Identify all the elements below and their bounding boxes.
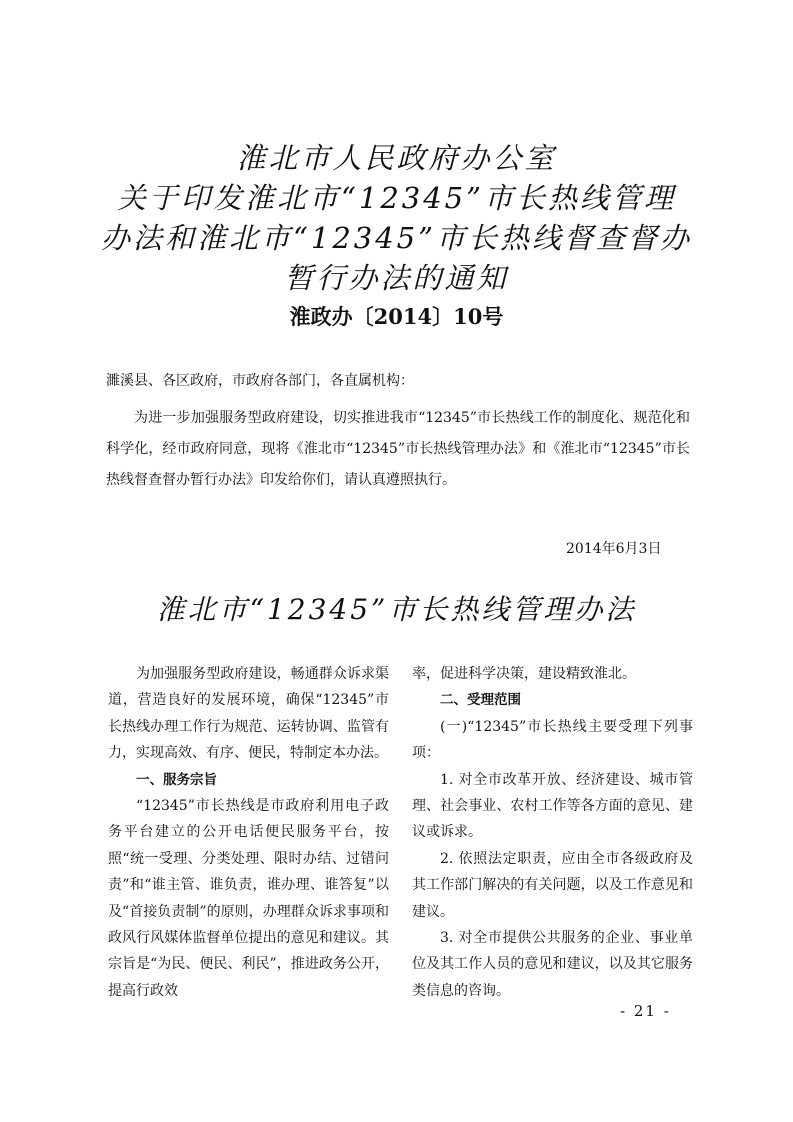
scope-item-1: 1. 对全市改革开放、经济建设、城市管理、社会事业、农村工作等各方面的意见、建议或诉求。 <box>412 771 693 841</box>
scope-item-3: 3. 对全市提供公共服务的企业、事业单位及其工作人员的意见和建议，以及其它服务类信息的咨询。 <box>412 930 693 999</box>
document-number: 淮政办〔2014〕10号 <box>289 304 504 329</box>
left-column <box>108 661 389 1004</box>
notice-date: 2014年6月3日 <box>566 541 662 557</box>
purpose-paragraph-continued: 率，促进科学决策，建设精致淮北。 <box>412 666 636 682</box>
purpose-paragraph: “12345”市长热线是市政府利用电子政务平台建立的公开电话便民服务平台，按照“统一受理、分类处理、限时办结、过错问责”和“谁主管、谁负责，谁办理、谁答复”以及“首接负责制”的原则，办理群众诉求事项和政风行风媒体监督单位提出的意见和建议。其宗旨是“为民、便民、利民”，推进政务公开，提高行政效 <box>108 798 389 999</box>
intro-paragraph: 为加强服务型政府建设，畅通群众诉求渠道，营造良好的发展环境，确保“12345”市长热线办理工作行为规范、运转协调、监管有力，实现高效、有序、便民，特制定本办法。 <box>108 666 389 762</box>
scope-item-2: 2. 依照法定职责，应由全市各级政府及其工作部门解决的有关问题，以及工作意见和建议。 <box>412 850 693 920</box>
notice-title-line-2: 关于印发淮北市“12345”市长热线管理 <box>117 181 676 215</box>
page-number: - 21 - <box>620 1002 671 1020</box>
section-heading-scope: 二、受理范围 <box>440 692 521 709</box>
article-title: 淮北市“12345”市长热线管理办法 <box>156 593 637 626</box>
scope-subheading: (一)“12345”市长热线主要受理下列事项： <box>412 718 693 762</box>
notice-title-line-3: 办法和淮北市“12345”市长热线督查督办 <box>101 221 692 255</box>
notice-title-line-1: 淮北市人民政府办公室 <box>236 141 557 175</box>
section-heading-purpose: 一、服务宗旨 <box>136 771 217 788</box>
notice-title-line-4: 暂行办法的通知 <box>284 261 509 295</box>
right-column <box>412 661 693 1004</box>
notice-title-block <box>0 138 793 332</box>
salutation: 濉溪县、各区政府，市政府各部门，各直属机构： <box>106 373 414 389</box>
notice-body: 为进一步加强服务型政府建设，切实推进我市“12345”市长热线工作的制度化、规范化和科学化，经市政府同意，现将《淮北市“12345”市长热线管理办法》和《淮北市“12345”市长热线督查督办暂行办法》印发给你们，请认真遵照执行。 <box>106 410 690 488</box>
